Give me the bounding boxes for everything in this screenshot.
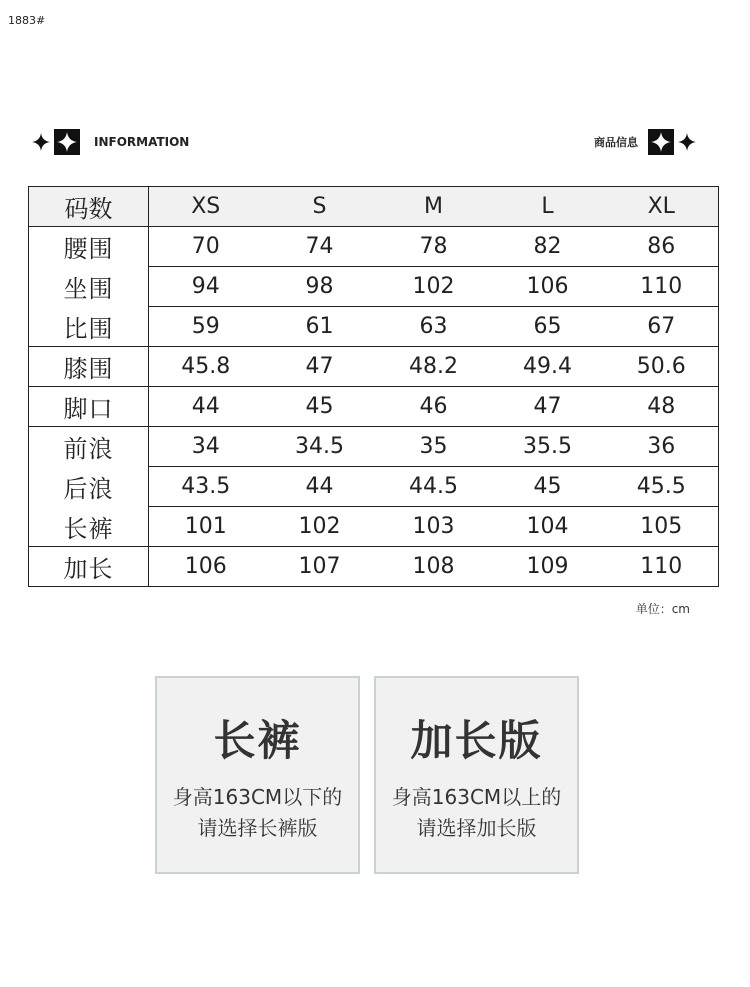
- table-cell: 103: [377, 507, 491, 547]
- information-label: INFORMATION: [94, 135, 190, 149]
- table-cell: 34.5: [263, 427, 377, 467]
- table-cell: 104: [491, 507, 605, 547]
- table-row: [29, 427, 719, 467]
- table-cell: 74: [263, 227, 377, 267]
- table-row: [29, 227, 719, 267]
- star-box-icon: [648, 129, 674, 155]
- card-desc-line: 身高163CM以下的: [172, 785, 343, 809]
- card-title: 加长版: [410, 716, 543, 765]
- table-cell: 35: [377, 427, 491, 467]
- table-cell: 43.5: [149, 467, 263, 507]
- table-cell: 94: [149, 267, 263, 307]
- table-cell: 106: [491, 267, 605, 307]
- row-label: 比围: [29, 307, 149, 347]
- table-row: [29, 307, 719, 347]
- row-label: 前浪: [29, 427, 149, 467]
- row-label: 膝围: [29, 347, 149, 387]
- sparkle-icon: [32, 133, 50, 151]
- size-xs: XS: [149, 187, 263, 227]
- table-cell: 36: [605, 427, 719, 467]
- product-code: 1883#: [8, 14, 46, 27]
- table-cell: 110: [605, 267, 719, 307]
- table-cell: 70: [149, 227, 263, 267]
- row-label: 长裤: [29, 507, 149, 547]
- table-cell: 34: [149, 427, 263, 467]
- table-cell: 110: [605, 547, 719, 587]
- table-row: [29, 387, 719, 427]
- table-cell: 108: [377, 547, 491, 587]
- table-cell: 49.4: [491, 347, 605, 387]
- table-row: [29, 547, 719, 587]
- size-xl: XL: [605, 187, 719, 227]
- table-cell: 102: [263, 507, 377, 547]
- table-cell: 45.8: [149, 347, 263, 387]
- table-cell: 48: [605, 387, 719, 427]
- table-cell: 63: [377, 307, 491, 347]
- row-label: 后浪: [29, 467, 149, 507]
- card-desc-line: 请选择加长版: [416, 816, 537, 840]
- row-label: 加长: [29, 547, 149, 587]
- table-row: [29, 347, 719, 387]
- table-cell: 50.6: [605, 347, 719, 387]
- table-cell: 45.5: [605, 467, 719, 507]
- table-cell: 47: [491, 387, 605, 427]
- table-cell: 45: [263, 387, 377, 427]
- table-cell: 46: [377, 387, 491, 427]
- product-info-header: [594, 130, 696, 154]
- card-desc-line: 请选择长裤版: [197, 816, 318, 840]
- table-cell: 48.2: [377, 347, 491, 387]
- regular-length-card: [155, 676, 360, 874]
- size-header-label: 码数: [29, 187, 149, 227]
- table-cell: 44: [263, 467, 377, 507]
- table-cell: 45: [491, 467, 605, 507]
- table-cell: 47: [263, 347, 377, 387]
- card-title: 长裤: [213, 716, 302, 765]
- card-desc-line: 身高163CM以上的: [391, 785, 562, 809]
- table-cell: 67: [605, 307, 719, 347]
- extended-length-card: [374, 676, 579, 874]
- table-cell: 109: [491, 547, 605, 587]
- table-cell: 105: [605, 507, 719, 547]
- table-cell: 82: [491, 227, 605, 267]
- table-cell: 101: [149, 507, 263, 547]
- table-row: [29, 467, 719, 507]
- table-cell: 106: [149, 547, 263, 587]
- table-cell: 44.5: [377, 467, 491, 507]
- table-cell: 102: [377, 267, 491, 307]
- sparkle-icon: [678, 133, 696, 151]
- size-l: L: [491, 187, 605, 227]
- table-cell: 98: [263, 267, 377, 307]
- star-box-icon: [54, 129, 80, 155]
- size-s: S: [263, 187, 377, 227]
- table-cell: 107: [263, 547, 377, 587]
- table-cell: 59: [149, 307, 263, 347]
- table-cell: 61: [263, 307, 377, 347]
- table-row: [29, 267, 719, 307]
- table-row: [29, 507, 719, 547]
- table-cell: 78: [377, 227, 491, 267]
- unit-note: 单位：cm: [635, 602, 690, 616]
- row-label: 脚口: [29, 387, 149, 427]
- product-info-label: 商品信息: [594, 136, 638, 149]
- table-cell: 86: [605, 227, 719, 267]
- table-cell: 44: [149, 387, 263, 427]
- table-cell: 35.5: [491, 427, 605, 467]
- table-cell: 65: [491, 307, 605, 347]
- information-header: [32, 130, 189, 154]
- row-label: 腰围: [29, 227, 149, 267]
- size-table: [28, 186, 719, 587]
- row-label: 坐围: [29, 267, 149, 307]
- size-m: M: [377, 187, 491, 227]
- size-header-row: [29, 187, 719, 227]
